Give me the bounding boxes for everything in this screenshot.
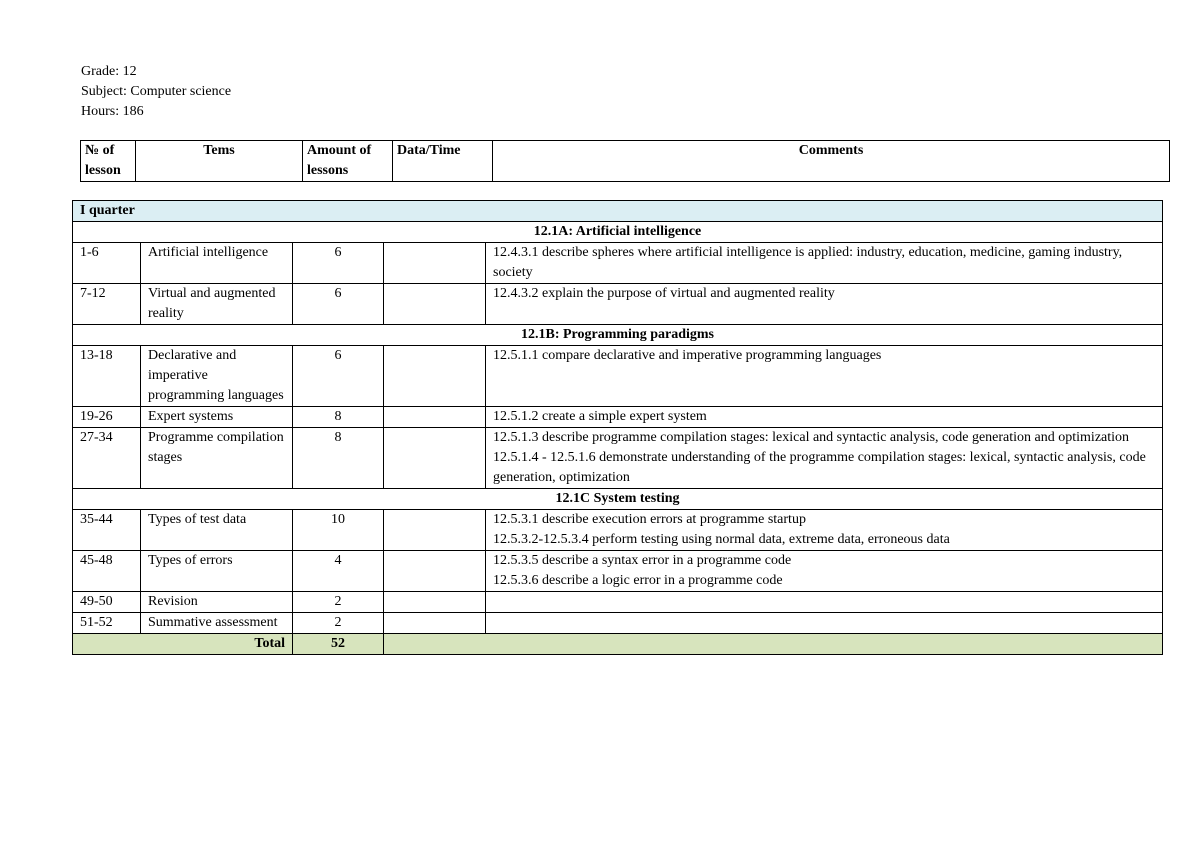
- lesson-date: [384, 284, 486, 325]
- curriculum-table: [72, 200, 1163, 655]
- quarter-row: [73, 201, 1163, 222]
- lesson-number: 13-18: [73, 346, 141, 407]
- lesson-comments: [486, 428, 1163, 489]
- total-label: Total: [73, 634, 293, 655]
- comment-line: 12.4.3.2 explain the purpose of virtual and augmented reality: [493, 286, 835, 301]
- lesson-number: 27-34: [73, 428, 141, 489]
- lesson-date: [384, 551, 486, 592]
- lesson-comments: [486, 510, 1163, 551]
- lesson-row: [73, 346, 1163, 407]
- header-datetime: Data/Time: [393, 141, 493, 182]
- grade-line: Grade: 12: [81, 64, 137, 79]
- lesson-topic: Types of test data: [141, 510, 293, 551]
- lesson-amount: 2: [293, 592, 384, 613]
- lesson-amount: 4: [293, 551, 384, 592]
- lesson-number: 35-44: [73, 510, 141, 551]
- lesson-row: [73, 243, 1163, 284]
- quarter-label: I quarter: [73, 201, 1163, 222]
- lesson-comments: [486, 284, 1163, 325]
- lesson-amount: 8: [293, 428, 384, 489]
- lesson-topic: Virtual and augmented reality: [141, 284, 293, 325]
- curriculum-body: [73, 201, 1163, 655]
- lesson-topic: Declarative and imperative programming languages: [141, 346, 293, 407]
- comment-line: 12.5.1.3 describe programme compilation stages: lexical and syntactic analysis, code generation and optimization: [493, 430, 1130, 445]
- hours-line: Hours: 186: [81, 104, 144, 119]
- header-lesson-no: № of lesson: [81, 141, 136, 182]
- lesson-date: [384, 592, 486, 613]
- comment-line: 12.5.3.2-12.5.3.4 perform testing using normal data, extreme data, erroneous data: [493, 532, 950, 547]
- comment-line: 12.5.1.4 - 12.5.1.6 demonstrate understanding of the programme compilation stages: lexical, syntactic analysis, code generation, optimization: [493, 450, 1146, 485]
- total-empty: [384, 634, 1163, 655]
- document-meta: [81, 62, 231, 122]
- lesson-comments: [486, 551, 1163, 592]
- comment-line: 12.5.3.6 describe a logic error in a programme code: [493, 573, 783, 588]
- lesson-comments: [486, 243, 1163, 284]
- lesson-date: [384, 613, 486, 634]
- lesson-row: [73, 407, 1163, 428]
- section-title: 12.1C System testing: [73, 489, 1163, 510]
- comment-line: 12.5.1.1 compare declarative and imperative programming languages: [493, 348, 882, 363]
- lesson-number: 19-26: [73, 407, 141, 428]
- lesson-row: [73, 284, 1163, 325]
- lesson-number: 1-6: [73, 243, 141, 284]
- lesson-date: [384, 407, 486, 428]
- total-row: [73, 634, 1163, 655]
- lesson-amount: 2: [293, 613, 384, 634]
- section-row: [73, 489, 1163, 510]
- comment-line: 12.4.3.1 describe spheres where artificial intelligence is applied: industry, education, medicine, gaming industry, society: [493, 245, 1123, 280]
- lesson-amount: 6: [293, 243, 384, 284]
- column-header-table: [80, 140, 1170, 182]
- lesson-row: [73, 510, 1163, 551]
- lesson-number: 51-52: [73, 613, 141, 634]
- lesson-number: 49-50: [73, 592, 141, 613]
- lesson-topic: Artificial intelligence: [141, 243, 293, 284]
- section-row: [73, 222, 1163, 243]
- lesson-topic: Programme compilation stages: [141, 428, 293, 489]
- lesson-row: [73, 592, 1163, 613]
- total-amount: 52: [293, 634, 384, 655]
- lesson-row: [73, 613, 1163, 634]
- lesson-row: [73, 551, 1163, 592]
- lesson-comments: [486, 407, 1163, 428]
- lesson-comments: [486, 613, 1163, 634]
- lesson-amount: 8: [293, 407, 384, 428]
- lesson-amount: 10: [293, 510, 384, 551]
- lesson-comments: [486, 346, 1163, 407]
- lesson-comments: [486, 592, 1163, 613]
- lesson-amount: 6: [293, 346, 384, 407]
- header-tems: Tems: [136, 141, 303, 182]
- lesson-date: [384, 243, 486, 284]
- lesson-number: 7-12: [73, 284, 141, 325]
- lesson-topic: Expert systems: [141, 407, 293, 428]
- section-title: 12.1B: Programming paradigms: [73, 325, 1163, 346]
- header-amount: Amount of lessons: [303, 141, 393, 182]
- section-title: 12.1A: Artificial intelligence: [73, 222, 1163, 243]
- comment-line: 12.5.3.5 describe a syntax error in a programme code: [493, 553, 792, 568]
- header-comments: Comments: [493, 141, 1170, 182]
- lesson-date: [384, 510, 486, 551]
- lesson-topic: Types of errors: [141, 551, 293, 592]
- lesson-amount: 6: [293, 284, 384, 325]
- section-row: [73, 325, 1163, 346]
- subject-line: Subject: Computer science: [81, 84, 232, 99]
- lesson-date: [384, 428, 486, 489]
- lesson-topic: Revision: [141, 592, 293, 613]
- comment-line: 12.5.3.1 describe execution errors at programme startup: [493, 512, 806, 527]
- lesson-topic: Summative assessment: [141, 613, 293, 634]
- comment-line: 12.5.1.2 create a simple expert system: [493, 409, 707, 424]
- lesson-number: 45-48: [73, 551, 141, 592]
- lesson-date: [384, 346, 486, 407]
- lesson-row: [73, 428, 1163, 489]
